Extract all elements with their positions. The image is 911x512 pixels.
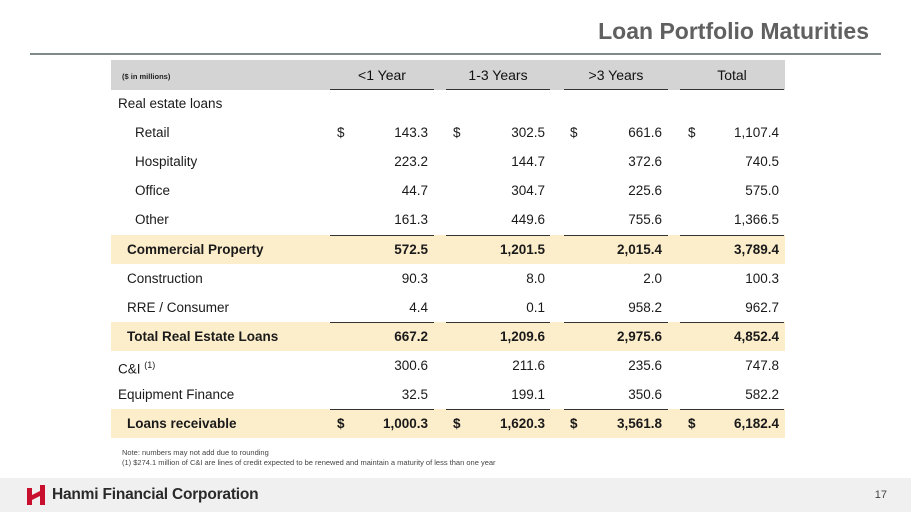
value-cell: 962.7 xyxy=(745,300,779,315)
value-cell: 4.4 xyxy=(409,300,428,315)
value-cell: 1,209.6 xyxy=(499,329,545,344)
value-cell: 235.6 xyxy=(628,358,662,373)
value-cell: 3,789.4 xyxy=(733,242,779,257)
row-label xyxy=(135,176,170,205)
value-cell: 302.5 xyxy=(511,125,545,140)
value-cell: 211.6 xyxy=(512,358,545,373)
value-cell: 8.0 xyxy=(526,271,545,286)
row-label xyxy=(135,147,197,176)
units-label: ($ in millions) xyxy=(122,72,171,81)
value-cell: 582.2 xyxy=(745,387,779,402)
value-cell: 2.0 xyxy=(643,271,662,286)
row-label xyxy=(127,235,264,264)
value-cell: 572.5 xyxy=(394,242,428,257)
value-cell: 300.6 xyxy=(394,358,428,373)
value-cell: 747.8 xyxy=(745,358,779,373)
value-cell: 6,182.4 xyxy=(733,416,779,431)
row-label xyxy=(127,409,237,438)
value-cell: 372.6 xyxy=(628,154,662,169)
value-cell: 44.7 xyxy=(401,183,428,198)
value-cell: 2,015.4 xyxy=(616,242,662,257)
value-cell: 225.6 xyxy=(628,183,662,198)
value-cell: 1,620.3 xyxy=(499,416,545,431)
dollar-sign: $ xyxy=(570,416,578,431)
value-cell: 0.1 xyxy=(526,300,545,315)
column-header-underline xyxy=(564,89,668,90)
row-label-text: Other xyxy=(135,212,169,227)
company-logo xyxy=(26,484,258,506)
row-label-text: Commercial Property xyxy=(127,242,264,257)
hanmi-logo-icon xyxy=(26,485,46,505)
value-cell: 1,366.5 xyxy=(733,212,779,227)
value-cell: 161.3 xyxy=(394,212,428,227)
dollar-sign: $ xyxy=(453,416,461,431)
rounding-note: Note: numbers may not add due to rounding xyxy=(122,448,269,457)
row-label xyxy=(135,118,170,147)
value-cell: 575.0 xyxy=(745,183,779,198)
row-label-text: RRE / Consumer xyxy=(127,300,230,315)
value-cell: 100.3 xyxy=(745,271,779,286)
value-cell: 661.6 xyxy=(628,125,662,140)
row-label-text: Office xyxy=(135,183,171,198)
title-divider xyxy=(30,53,881,55)
row-label xyxy=(127,264,203,293)
company-name: Hanmi Financial Corporation xyxy=(52,486,259,503)
value-cell: 1,201.5 xyxy=(499,242,545,257)
dollar-sign: $ xyxy=(688,416,696,431)
value-cell: 2,975.6 xyxy=(616,329,662,344)
dollar-sign: $ xyxy=(688,125,696,140)
value-cell: 304.7 xyxy=(511,183,545,198)
value-cell: 90.3 xyxy=(401,271,428,286)
row-label xyxy=(118,89,222,118)
page-number: 17 xyxy=(874,489,887,501)
value-cell: 143.3 xyxy=(394,125,428,140)
dollar-sign: $ xyxy=(337,416,345,431)
row-label xyxy=(118,380,234,409)
column-header: >3 Years xyxy=(588,67,644,83)
footnote-marker: (1) xyxy=(144,360,156,370)
row-label-text: Construction xyxy=(127,271,203,286)
column-header: 1-3 Years xyxy=(468,67,528,83)
value-cell: 1,000.3 xyxy=(382,416,428,431)
value-cell: 32.5 xyxy=(401,387,428,402)
value-cell: 740.5 xyxy=(745,154,779,169)
column-header-underline xyxy=(446,89,550,90)
value-cell: 144.7 xyxy=(511,154,545,169)
page-title: Loan Portfolio Maturities xyxy=(598,18,869,44)
value-cell: 3,561.8 xyxy=(616,416,662,431)
row-label xyxy=(118,351,155,380)
row-label xyxy=(127,322,278,351)
value-cell: 199.1 xyxy=(511,387,545,402)
dollar-sign: $ xyxy=(337,125,345,140)
column-header-underline xyxy=(330,89,434,90)
row-label-text: Retail xyxy=(135,125,170,140)
dollar-sign: $ xyxy=(570,125,578,140)
row-label-text: Real estate loans xyxy=(118,96,223,111)
column-header-underline xyxy=(680,89,784,90)
value-cell: 4,852.4 xyxy=(733,329,779,344)
value-cell: 667.2 xyxy=(394,329,428,344)
dollar-sign: $ xyxy=(453,125,461,140)
value-cell: 350.6 xyxy=(628,387,662,402)
value-cell: 1,107.4 xyxy=(733,125,779,140)
row-label xyxy=(135,205,169,234)
column-header: Total xyxy=(717,67,747,83)
value-cell: 223.2 xyxy=(394,154,428,169)
value-cell: 755.6 xyxy=(628,212,662,227)
row-label-text: Total Real Estate Loans xyxy=(127,329,279,344)
row-label-text: Equipment Finance xyxy=(118,387,235,402)
footnote-1: (1) $274.1 million of C&I are lines of credit expected to be renewed and maintain a maturity of less than one year xyxy=(122,458,496,467)
value-cell: 449.6 xyxy=(511,212,545,227)
row-label-text: C&I xyxy=(118,361,141,377)
row-label xyxy=(127,293,229,322)
row-label-text: Loans receivable xyxy=(127,416,237,431)
value-cell: 958.2 xyxy=(628,300,662,315)
row-label-text: Hospitality xyxy=(135,154,198,169)
column-header: <1 Year xyxy=(358,67,406,83)
